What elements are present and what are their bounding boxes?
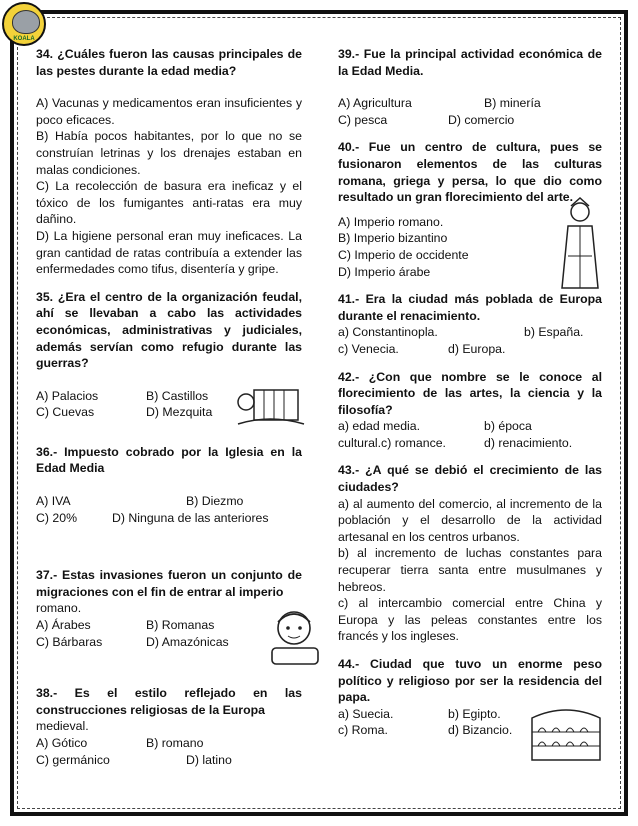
option: A) IVA xyxy=(36,494,71,509)
option: B) Imperio bizantino xyxy=(338,231,448,246)
option: A) Agricultura xyxy=(338,96,412,111)
option: d) renacimiento. xyxy=(484,435,573,450)
question-title: 40.- Fue un centro de cultura, pues se fusionaron elementos de las culturas romana, griega y persa, lo que dio como resultado un gran florecimiento del arte. xyxy=(338,140,602,205)
question-43 xyxy=(338,462,602,645)
castle-illustration xyxy=(234,380,306,428)
option: B) minería xyxy=(484,96,541,111)
option: b) época xyxy=(484,419,532,434)
question-tail: medieval. xyxy=(36,719,89,734)
option: A) Imperio romano. xyxy=(338,214,444,229)
question-title: 37.- Estas invasiones fueron un conjunto de migraciones con el fin de entrar al imperio xyxy=(36,568,302,599)
question-34 xyxy=(36,46,302,278)
question-title: 34. ¿Cuáles fueron las causas principales de las pestes durante la edad media? xyxy=(36,47,302,78)
option: c) al intercambio comercial entre China y Europa y las peleas constantes entre los francés y los ingleses. xyxy=(338,596,602,644)
option: A) Árabes xyxy=(36,618,91,633)
option: a) Suecia. xyxy=(338,706,394,721)
question-42 xyxy=(338,369,602,452)
colosseum-illustration xyxy=(528,700,604,762)
option: C) 20% xyxy=(36,510,78,525)
question-tail: romano. xyxy=(36,601,82,616)
option: C) Cuevas xyxy=(36,405,95,420)
option: b) España. xyxy=(524,325,584,340)
option: B) romano xyxy=(146,736,204,750)
question-title: 43.- ¿A qué se debió el crecimiento de las ciudades? xyxy=(338,463,602,495)
question-title: 39.- Fue la principal actividad económica de la Edad Media. xyxy=(338,47,602,78)
question-41 xyxy=(338,291,602,357)
koala-icon xyxy=(12,10,40,34)
koala-logo xyxy=(2,2,46,46)
option: c) Venecia. xyxy=(338,341,399,356)
option: C) germánico xyxy=(36,752,110,767)
option: a) al aumento del comercio, al incremento de la población y el desarrollo de la actividad artesanal en los centros urbanos. xyxy=(338,496,602,544)
question-38 xyxy=(36,685,302,768)
question-title: 35. ¿Era el centro de la organización feudal, ahí se llevaban a cabo las actividades económicas, administrativas y judiciales, además servían como refugio durante las guerras? xyxy=(36,289,302,371)
question-title: 36.- Impuesto cobrado por la Iglesia en la Edad Media xyxy=(36,444,302,476)
option: cultural.c) romance. xyxy=(338,435,446,450)
option: B) Diezmo xyxy=(186,494,244,509)
option: D) La higiene personal eran muy ineficaces. La gran cantidad de ratas contribuía a extender las enfermedades como tifus, disentería y gripe. xyxy=(36,228,302,277)
option: D) Amazónicas xyxy=(146,634,229,649)
option: c) Roma. xyxy=(338,723,388,738)
option: C) pesca xyxy=(338,112,388,127)
option: D) Mezquita xyxy=(146,405,213,420)
option: D) Imperio árabe xyxy=(338,264,431,279)
option: C) Bárbaras xyxy=(36,634,103,649)
option: a) Constantinopla. xyxy=(338,325,438,340)
question-title: 41.- Era la ciudad más poblada de Europa durante el renacimiento. xyxy=(338,292,602,323)
question-title: 44.- Ciudad que tuvo un enorme peso político y religioso por ser la residencia del papa. xyxy=(338,657,602,705)
option: B) Había pocos habitantes, por lo que no se construían letrinas y los drenajes estaban en malas condiciones. xyxy=(36,129,302,177)
option: D) comercio xyxy=(448,112,515,127)
option: A) Palacios xyxy=(36,388,99,403)
option: A) Gótico xyxy=(36,736,88,750)
option: B) Romanas xyxy=(146,618,215,633)
question-36 xyxy=(36,444,302,526)
option: C) La recolección de basura era ineficaz y el tóxico de los fumigantes anti-ratas era muy dañino. xyxy=(36,179,302,227)
option: b) Egipto. xyxy=(448,706,501,721)
question-title: 38.- Es el estilo reflejado en las construcciones religiosas de la Europa xyxy=(36,686,302,717)
option: d) Bizancio. xyxy=(448,723,513,738)
question-title: 42.- ¿Con que nombre se le conoce al florecimiento de las artes, la ciencia y la filosofía? xyxy=(338,369,602,417)
option: C) Imperio de occidente xyxy=(338,247,469,262)
option: b) al incremento de luchas constantes para recuperar tierra santa entre musulmanes y hebreos. xyxy=(338,546,602,594)
option: A) Vacunas y medicamentos eran insuficientes y poco eficaces. xyxy=(36,96,302,127)
option: a) edad media. xyxy=(338,419,421,434)
question-39 xyxy=(338,46,602,128)
option: D) latino xyxy=(186,752,232,767)
right-column xyxy=(338,46,602,750)
girl-illustration xyxy=(268,604,322,668)
question-37 xyxy=(36,567,302,650)
option: D) Ninguna de las anteriores xyxy=(112,510,269,525)
option: B) Castillos xyxy=(146,388,209,403)
byzantine-figure-illustration xyxy=(556,196,604,292)
logo-text: KOALA xyxy=(13,36,35,42)
option: d) Europa. xyxy=(448,341,506,356)
